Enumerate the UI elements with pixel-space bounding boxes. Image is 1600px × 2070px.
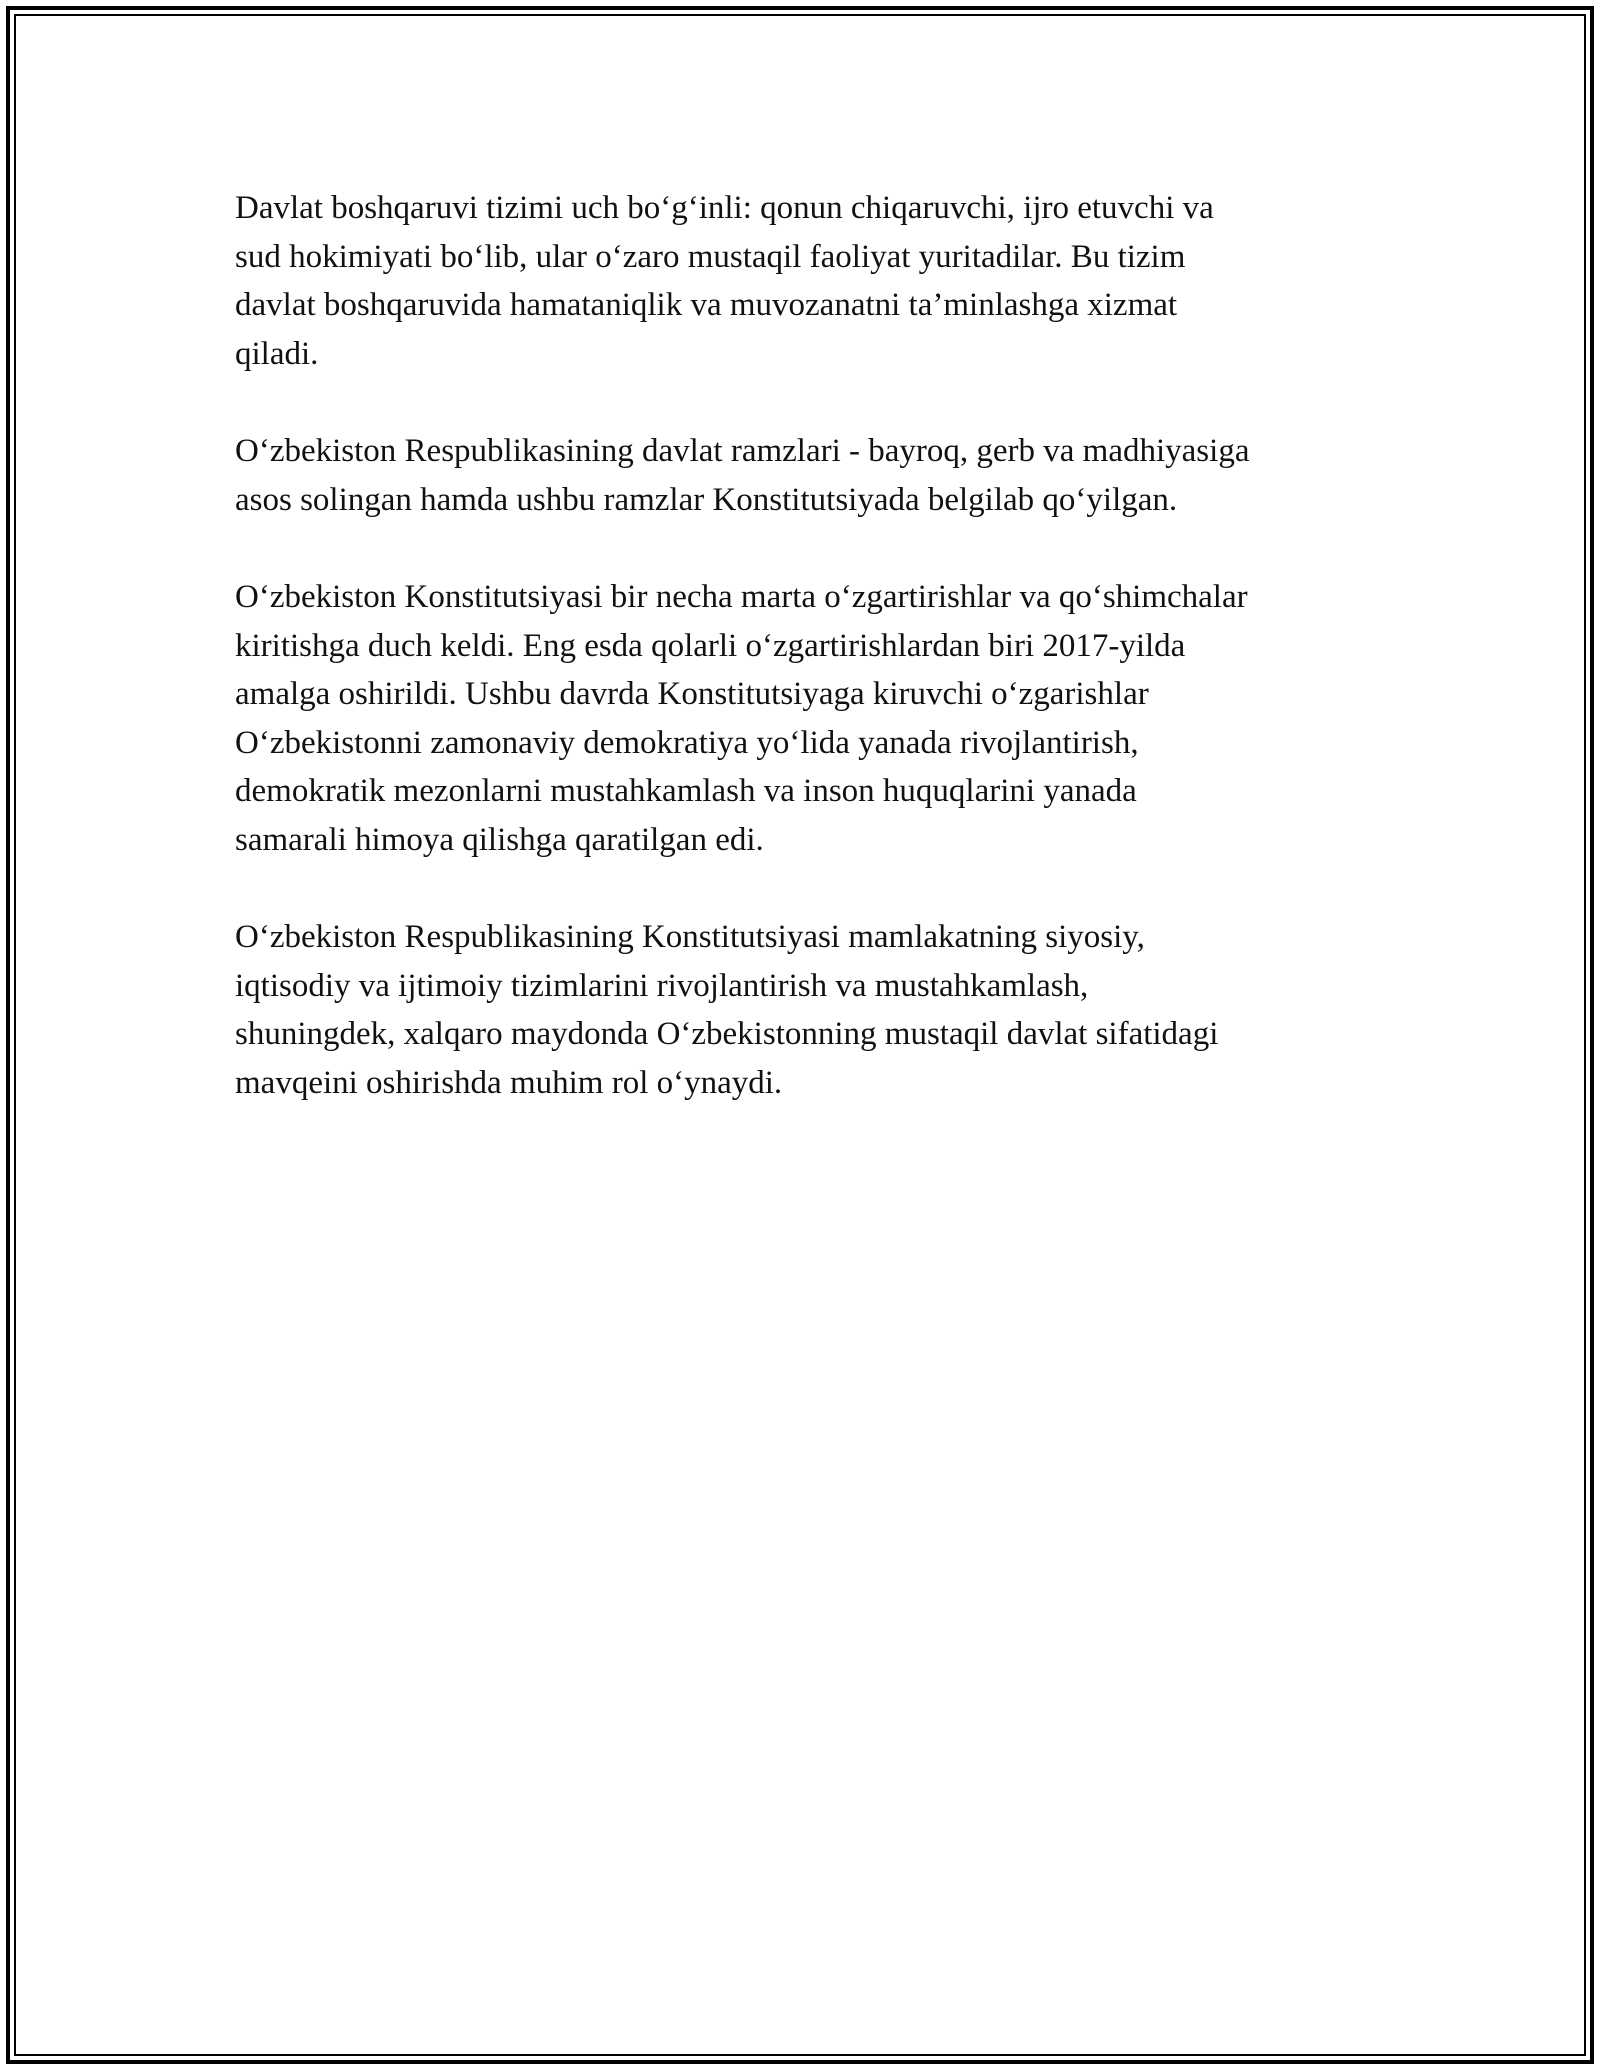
paragraph-government-branches: Davlat boshqaruvi tizimi uch bo‘g‘inli: qonun chiqaruvchi, ijro etuvchi va sud hokimiyati bo‘lib, ular o‘zaro mustaqil faoliyat yuritadilar. Bu tizim davlat boshqaruvida hamataniqlik va muvozanatni ta’minlashga xizmat qiladi. [235,190,1214,372]
paragraph-constitution-role: O‘zbekiston Respublikasining Konstitutsiyasi mamlakatning siyosiy, iqtisodiy va ijtimoiy tizimlarini rivojlantirish va mustahkamlash, shuningdek, xalqaro maydonda O‘zbekistonning mustaqil davlat sifatidagi mavqeini oshirishda muhim rol o‘ynaydi. [235,919,1219,1101]
paragraph-constitution-amendments: O‘zbekiston Konstitutsiyasi bir necha marta o‘zgartirishlar va qo‘shimchalar kiritishga duch keldi. Eng esda qolarli o‘zgartirishlardan biri 2017-yilda amalga oshirildi. Ushbu davrda Konstitutsiyaga kiruvchi o‘zgarishlar O‘zbekistonni zamonaviy demokratiya yo‘lida yanada rivojlantirish, demokratik mezonlarni mustahkamlash va inson huquqlarini yanada samarali himoya qilishga qaratilgan edi. [235,579,1248,858]
paragraph-state-symbols: O‘zbekiston Respublikasining davlat ramzlari - bayroq, gerb va madhiyasiga asos solingan hamda ushbu ramzlar Konstitutsiyada belgilab qo‘yilgan. [235,433,1250,518]
document-body [235,184,1395,1107]
